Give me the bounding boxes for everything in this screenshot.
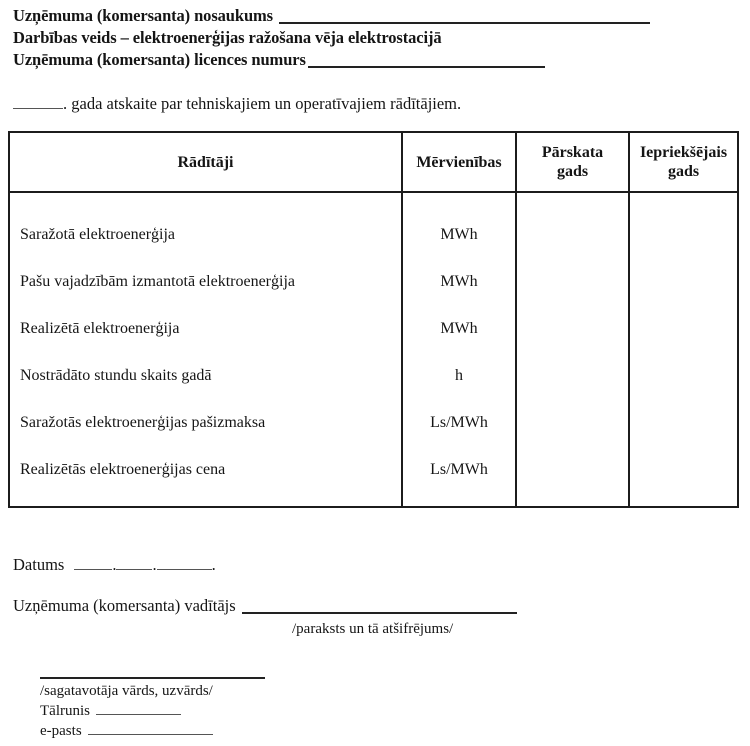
header-label: gads: [556, 163, 589, 180]
phone-line: [40, 701, 265, 721]
phone-blank: [96, 702, 181, 715]
company-name-line: [13, 5, 650, 27]
report-year-blank: [13, 95, 63, 109]
date-year-blank: [157, 556, 212, 570]
previous-year-column: [628, 193, 737, 506]
company-name-label: Uzņēmuma (komersanta) nosaukums: [13, 6, 273, 25]
unit-label: MWh: [440, 272, 478, 290]
previous-year-cell: [630, 352, 737, 399]
indicator-label: Realizētās elektroenerģijas cena: [20, 460, 226, 478]
unit-label: Ls/MWh: [430, 460, 488, 478]
indicator-label: Saražotā elektroenerģija: [20, 225, 176, 243]
report-year-cell: [517, 446, 628, 493]
manager-signature-blank: [242, 595, 517, 614]
header-label: gads: [667, 163, 700, 180]
date-label: Datums: [13, 555, 65, 574]
preparer-signature-line: [40, 666, 265, 679]
header-label: Iepriekšējais: [639, 144, 728, 161]
date-dot: .: [112, 555, 117, 574]
unit-label: h: [455, 366, 463, 384]
indicator-label: Nostrādāto stundu skaits gadā: [20, 366, 212, 384]
indicator-label: Pašu vajadzībām izmantotā elektroenerģija: [20, 272, 295, 290]
preparer-caption: /sagatavotāja vārds, uzvārds/: [40, 683, 213, 699]
report-title-line: [13, 94, 461, 114]
form-header-block: [13, 5, 650, 71]
report-year-column: [515, 193, 628, 506]
header-label: Pārskata: [541, 144, 604, 161]
phone-label: Tālrunis: [40, 703, 90, 719]
unit-column: [401, 193, 515, 506]
header-cell-iepriekssejais-gads: [628, 133, 737, 191]
header-label: Rādītāji: [177, 153, 234, 171]
previous-year-cell: [630, 399, 737, 446]
report-title-text: . gada atskaite par tehniskajiem un operatīvajiem rādītājiem.: [63, 94, 462, 113]
report-year-cell: [517, 258, 628, 305]
date-line: [13, 555, 216, 575]
table-header-row: [10, 133, 737, 193]
previous-year-cell: [630, 305, 737, 352]
date-dot: .: [152, 555, 157, 574]
unit-label: MWh: [440, 319, 478, 337]
manager-label: Uzņēmuma (komersanta) vadītājs: [13, 596, 236, 615]
previous-year-cell: [630, 211, 737, 258]
email-line: [40, 721, 265, 741]
license-number-line: [13, 49, 545, 71]
date-day-blank: [74, 556, 112, 570]
previous-year-cell: [630, 446, 737, 493]
company-name-blank: [279, 5, 650, 24]
report-year-cell: [517, 399, 628, 446]
header-label: Mērvienības: [416, 153, 502, 171]
indicators-table: [8, 131, 739, 508]
activity-type-line: Darbības veids – elektroenerģijas ražošana vēja elektrostacijā: [13, 28, 442, 47]
preparer-block: [40, 666, 265, 741]
license-number-label: Uzņēmuma (komersanta) licences numurs: [13, 50, 306, 69]
indicator-label: Saražotās elektroenerģijas pašizmaksa: [20, 413, 266, 431]
table-body: [10, 193, 737, 506]
unit-label: MWh: [440, 225, 478, 243]
date-dot: .: [211, 555, 216, 574]
indicator-label: Realizētā elektroenerģija: [20, 319, 180, 337]
signature-caption: /paraksts un tā atšifrējums/: [292, 621, 454, 637]
date-month-blank: [116, 556, 152, 570]
email-label: e-pasts: [40, 723, 82, 739]
previous-year-cell: [630, 258, 737, 305]
manager-line: [13, 595, 517, 617]
email-blank: [88, 722, 213, 735]
header-cell-parskata-gads: [515, 133, 628, 191]
header-cell-mervienibas: [401, 133, 515, 191]
header-cell-raditaji: [10, 133, 401, 191]
report-year-cell: [517, 352, 628, 399]
report-year-cell: [517, 211, 628, 258]
license-number-blank: [308, 49, 545, 68]
unit-label: Ls/MWh: [430, 413, 488, 431]
report-year-cell: [517, 305, 628, 352]
indicator-column: [10, 193, 401, 506]
